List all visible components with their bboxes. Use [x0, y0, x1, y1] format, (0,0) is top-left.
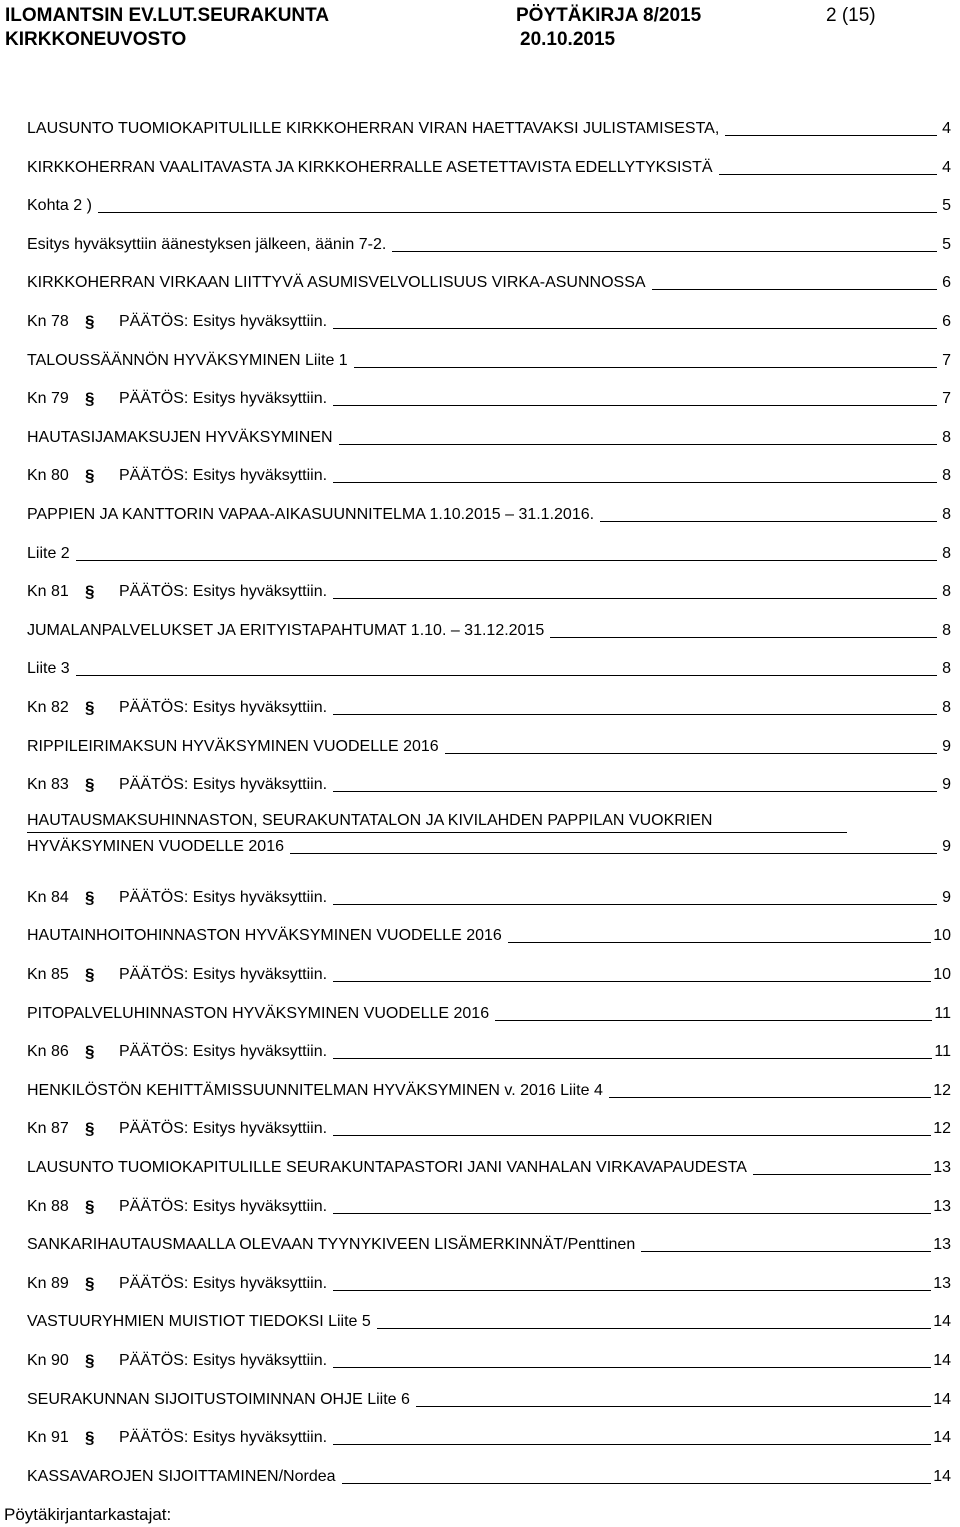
toc-decision-row	[27, 1038, 951, 1062]
leader-line	[416, 1405, 931, 1407]
toc-decision-row	[27, 1115, 951, 1139]
toc-decision-row	[27, 961, 951, 985]
toc-entry-text: PÄÄTÖS: Esitys hyväksyttiin.	[119, 313, 328, 330]
toc-row	[27, 1000, 951, 1024]
toc-decision-row	[27, 694, 951, 718]
toc-page-number: 9	[942, 837, 951, 855]
toc-row	[27, 347, 951, 371]
section-sign: §	[85, 1119, 95, 1139]
toc-entry-text: PÄÄTÖS: Esitys hyväksyttiin.	[119, 1352, 328, 1369]
toc-page-number: 7	[942, 390, 951, 408]
toc-row	[27, 154, 951, 178]
toc-entry-text-line1: HAUTAUSMAKSUHINNASTON, SEURAKUNTATALON JA KIVILAHDEN PAPPILAN VUOKRIEN	[27, 810, 847, 833]
toc-page-number: 9	[942, 776, 951, 794]
leader-line	[333, 790, 937, 792]
leader-line	[719, 173, 937, 175]
toc-entry-text: PÄÄTÖS: Esitys hyväksyttiin.	[119, 1274, 328, 1292]
toc-page-number: 8	[942, 583, 951, 601]
footer-label: Pöytäkirjantarkastajat:	[4, 1505, 172, 1524]
toc-entry-text: PÄÄTÖS: Esitys hyväksyttiin.	[119, 583, 328, 601]
section-sign: §	[85, 312, 95, 331]
toc-row	[27, 1231, 951, 1255]
toc-decision-row	[27, 578, 951, 602]
leader-line	[333, 903, 937, 905]
leader-line	[495, 1019, 932, 1021]
leader-line	[354, 366, 937, 368]
toc-row	[27, 655, 951, 679]
toc-row	[27, 733, 951, 757]
section-sign: §	[85, 1196, 95, 1216]
toc-page-number: 8	[942, 428, 951, 446]
section-sign: §	[85, 775, 95, 795]
decision-number: Kn 81	[27, 583, 69, 601]
leader-line	[290, 852, 937, 854]
doc-title: PÖYTÄKIRJA 8/2015	[516, 5, 702, 26]
toc-page-number: 10	[933, 927, 951, 945]
toc-page-number: 8	[942, 699, 951, 716]
toc-entry-text: Liite 2	[27, 544, 70, 562]
decision-number: Kn 87	[27, 1120, 69, 1138]
section-sign: §	[85, 887, 95, 907]
decision-number: Kn 88	[27, 1197, 69, 1215]
toc-page-number: 4	[942, 158, 951, 176]
toc-entry-text: LAUSUNTO TUOMIOKAPITULILLE KIRKKOHERRAN VIRAN HAETTAVAKSI JULISTAMISESTA,	[27, 120, 720, 137]
toc-page-number: 8	[942, 544, 951, 562]
toc-page-number: 8	[942, 467, 951, 485]
toc-page-number: 13	[933, 1197, 951, 1215]
leader-line	[377, 1327, 931, 1329]
leader-line	[342, 1482, 932, 1484]
toc-entry-text: HAUTASIJAMAKSUJEN HYVÄKSYMINEN	[27, 428, 333, 446]
section-sign: §	[85, 466, 95, 486]
leader-line	[333, 1212, 931, 1214]
toc-entry-text: PÄÄTÖS: Esitys hyväksyttiin.	[119, 1043, 328, 1061]
toc-page-number: 10	[933, 966, 951, 983]
toc-entry-text: PÄÄTÖS: Esitys hyväksyttiin.	[119, 1197, 328, 1215]
decision-number: Kn 83	[27, 776, 69, 794]
toc-row	[27, 269, 951, 293]
toc-page-number: 6	[942, 274, 951, 292]
toc-row	[27, 115, 951, 139]
toc-page-number: 11	[934, 1004, 951, 1022]
toc-row	[27, 192, 951, 216]
toc-entry-line2	[27, 837, 951, 857]
toc-page-number: 8	[942, 506, 951, 523]
toc-row	[27, 231, 951, 255]
toc-page-number: 14	[933, 1429, 951, 1447]
toc-entry-text: Liite 3	[27, 660, 70, 678]
toc-entry-text: HENKILÖSTÖN KEHITTÄMISSUUNNITELMAN HYVÄKSYMINEN v. 2016 Liite 4	[27, 1081, 603, 1099]
decision-number: Kn 78	[27, 313, 69, 330]
leader-line	[333, 1443, 931, 1445]
toc-page-number: 13	[933, 1159, 951, 1176]
toc-decision-row	[27, 1424, 951, 1448]
toc-row	[27, 1154, 951, 1178]
leader-line	[333, 1366, 931, 1368]
leader-line	[333, 327, 937, 329]
section-sign: §	[85, 389, 95, 409]
toc-entry-text: VASTUURYHMIEN MUISTIOT TIEDOKSI Liite 5	[27, 1313, 371, 1331]
leader-line	[333, 404, 937, 406]
leader-line	[333, 1289, 931, 1291]
decision-number: Kn 89	[27, 1274, 69, 1292]
toc-entry-text: PÄÄTÖS: Esitys hyväksyttiin.	[119, 888, 328, 906]
toc-decision-row	[27, 385, 951, 409]
toc-entry-text: TALOUSSÄÄNNÖN HYVÄKSYMINEN Liite 1	[27, 351, 348, 369]
decision-number: Kn 84	[27, 888, 69, 906]
toc-row	[27, 1386, 951, 1410]
toc-entry-text: PÄÄTÖS: Esitys hyväksyttiin.	[119, 1120, 328, 1138]
toc-page-number: 11	[934, 1043, 951, 1061]
toc-page-number: 5	[942, 235, 951, 253]
decision-number: Kn 79	[27, 390, 69, 408]
toc-row	[27, 922, 951, 946]
leader-line	[333, 1057, 932, 1059]
leader-line	[392, 250, 937, 252]
toc-page-number: 12	[933, 1120, 951, 1138]
section-sign: §	[85, 1042, 95, 1062]
toc-row	[27, 617, 951, 641]
leader-line	[339, 443, 937, 445]
toc-entry-text: KASSAVAROJEN SIJOITTAMINEN/Nordea	[27, 1467, 336, 1485]
decision-number: Kn 86	[27, 1043, 69, 1061]
toc-entry-text: Esitys hyväksyttiin äänestyksen jälkeen, äänin 7-2.	[27, 235, 387, 253]
toc-entry-text: PAPPIEN JA KANTTORIN VAPAA-AIKASUUNNITELMA 1.10.2015 – 31.1.2016.	[27, 506, 595, 523]
toc-page-number: 8	[942, 660, 951, 678]
toc-page-number: 12	[933, 1081, 951, 1099]
toc-page-number: 9	[942, 888, 951, 906]
toc-entry-text: LAUSUNTO TUOMIOKAPITULILLE SEURAKUNTAPASTORI JANI VANHALAN VIRKAVAPAUDESTA	[27, 1159, 747, 1176]
toc-row	[27, 540, 951, 564]
leader-line	[600, 520, 937, 522]
toc-row	[27, 1463, 951, 1487]
toc-page-number: 14	[933, 1390, 951, 1408]
decision-number: Kn 80	[27, 467, 69, 485]
toc-decision-row	[27, 462, 951, 486]
toc-entry-text: PÄÄTÖS: Esitys hyväksyttiin.	[119, 467, 328, 485]
leader-line	[550, 636, 937, 638]
toc-entry-text: SEURAKUNNAN SIJOITUSTOIMINNAN OHJE Liite 6	[27, 1390, 410, 1408]
leader-line	[333, 481, 937, 483]
toc-entry-text: PÄÄTÖS: Esitys hyväksyttiin.	[119, 776, 328, 794]
toc-entry-text: HAUTAINHOITOHINNASTON HYVÄKSYMINEN VUODELLE 2016	[27, 927, 502, 945]
toc-decision-row	[27, 1347, 951, 1371]
leader-line	[725, 134, 937, 136]
toc-page-number: 7	[942, 351, 951, 369]
decision-number: Kn 85	[27, 966, 69, 983]
toc-entry-text: PITOPALVELUHINNASTON HYVÄKSYMINEN VUODELLE 2016	[27, 1004, 490, 1022]
toc-row	[27, 1077, 951, 1101]
meeting-date: 20.10.2015	[520, 29, 616, 50]
toc-entry-text: Kohta 2 )	[27, 197, 92, 215]
toc-page-number: 14	[933, 1313, 951, 1331]
toc-entry-text: KIRKKOHERRAN VAALITAVASTA JA KIRKKOHERRALLE ASETETTAVISTA EDELLYTYKSISTÄ	[27, 158, 713, 176]
decision-number: Kn 82	[27, 699, 69, 716]
toc-decision-row	[27, 1193, 951, 1217]
toc-entry-text: RIPPILEIRIMAKSUN HYVÄKSYMINEN VUODELLE 2016	[27, 737, 439, 755]
toc-page-number: 5	[942, 197, 951, 215]
leader-line	[76, 674, 937, 676]
decision-number: Kn 91	[27, 1429, 69, 1447]
toc-page-number: 14	[933, 1352, 951, 1369]
section-sign: §	[85, 1273, 95, 1293]
leader-line	[333, 597, 937, 599]
toc-decision-row	[27, 771, 951, 795]
toc-entry-text: PÄÄTÖS: Esitys hyväksyttiin.	[119, 390, 328, 408]
leader-line	[445, 752, 937, 754]
leader-line	[76, 559, 937, 561]
leader-line	[333, 980, 931, 982]
toc-entry-text: JUMALANPALVELUKSET JA ERITYISTAPAHTUMAT 1.10. – 31.12.2015	[27, 621, 545, 639]
toc-page-number: 9	[942, 737, 951, 755]
toc-entry-text: KIRKKOHERRAN VIRKAAN LIITTYVÄ ASUMISVELVOLLISUUS VIRKA-ASUNNOSSA	[27, 274, 646, 292]
leader-line	[333, 1134, 931, 1136]
toc-entry-text: PÄÄTÖS: Esitys hyväksyttiin.	[119, 966, 328, 983]
toc-page-number: 6	[942, 313, 951, 330]
toc-entry-text: PÄÄTÖS: Esitys hyväksyttiin.	[119, 699, 328, 716]
org-name: ILOMANTSIN EV.LUT.SEURAKUNTA	[5, 5, 330, 26]
section-sign: §	[85, 582, 95, 602]
toc-page-number: 13	[933, 1274, 951, 1292]
leader-line	[641, 1250, 931, 1252]
toc-row	[27, 424, 951, 448]
section-sign: §	[85, 965, 95, 984]
toc-decision-row	[27, 1270, 951, 1294]
leader-line	[98, 211, 937, 213]
toc-decision-row	[27, 308, 951, 332]
toc-page-number: 13	[933, 1236, 951, 1254]
leader-line	[753, 1173, 931, 1175]
body-name: KIRKKONEUVOSTO	[5, 29, 187, 50]
leader-line	[508, 941, 931, 943]
toc-entry-text: PÄÄTÖS: Esitys hyväksyttiin.	[119, 1429, 328, 1447]
toc-entry-text: HYVÄKSYMINEN VUODELLE 2016	[27, 837, 284, 855]
toc-page-number: 4	[942, 120, 951, 137]
section-sign: §	[85, 698, 95, 717]
section-sign: §	[85, 1351, 95, 1370]
toc-entry-text: SANKARIHAUTAUSMAALLA OLEVAAN TYYNYKIVEEN LISÄMERKINNÄT/Penttinen	[27, 1236, 636, 1254]
toc-row	[27, 1308, 951, 1332]
leader-line	[652, 288, 937, 290]
leader-line	[609, 1096, 931, 1098]
toc-row	[27, 810, 951, 860]
toc-decision-row	[27, 884, 951, 908]
leader-line	[333, 713, 937, 715]
toc-page-number: 14	[933, 1467, 951, 1485]
page-number: 2 (15)	[826, 5, 876, 26]
section-sign: §	[85, 1428, 95, 1448]
decision-number: Kn 90	[27, 1352, 69, 1369]
toc-row	[27, 501, 951, 525]
toc-page-number: 8	[942, 621, 951, 639]
